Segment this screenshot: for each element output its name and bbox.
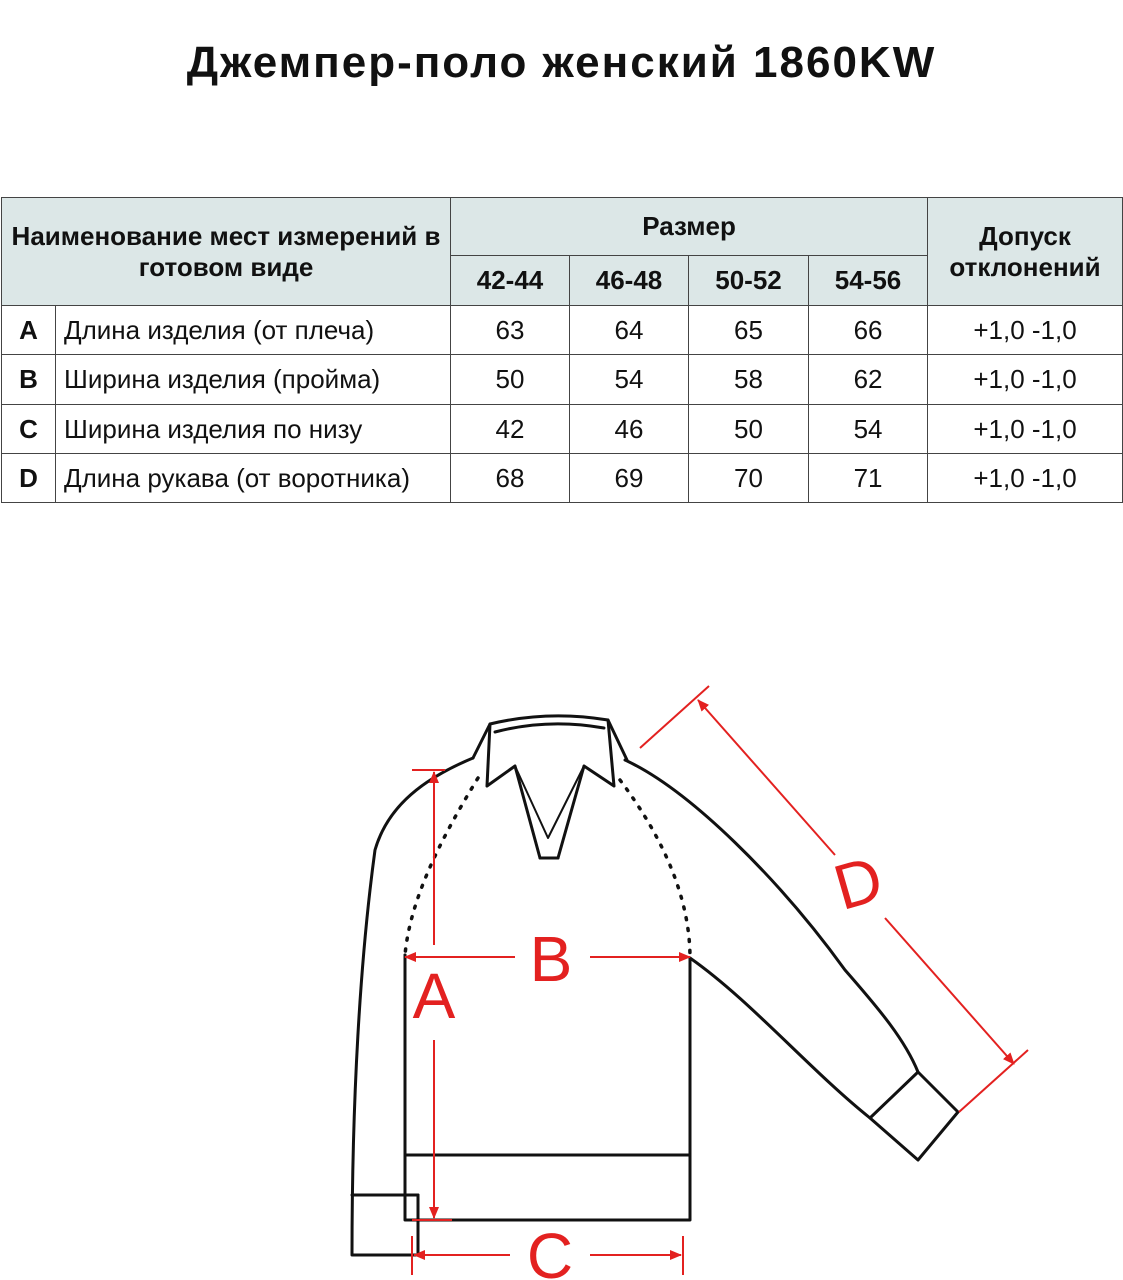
row-tolerance: +1,0 -1,0	[928, 405, 1123, 454]
size-col-header: 54-56	[809, 256, 928, 306]
row-value: 70	[689, 454, 809, 503]
size-col-header: 42-44	[451, 256, 570, 306]
dimension-d-line-upper	[698, 700, 835, 855]
dimension-label-d: D	[826, 841, 891, 924]
row-value: 68	[451, 454, 570, 503]
row-value: 42	[451, 405, 570, 454]
row-letter: C	[2, 405, 56, 454]
row-value: 62	[809, 355, 928, 405]
row-tolerance: +1,0 -1,0	[928, 454, 1123, 503]
row-value: 46	[570, 405, 689, 454]
row-letter: D	[2, 454, 56, 503]
row-value: 54	[570, 355, 689, 405]
row-value: 65	[689, 306, 809, 355]
row-letter: A	[2, 306, 56, 355]
row-value: 63	[451, 306, 570, 355]
dimension-d-line-lower	[885, 918, 1014, 1064]
collar-right-flap	[558, 720, 614, 858]
row-value: 69	[570, 454, 689, 503]
row-tolerance: +1,0 -1,0	[928, 355, 1123, 405]
dimension-label-c: C	[526, 1220, 574, 1280]
row-value: 50	[689, 405, 809, 454]
header-tolerance: Допуск отклонений	[928, 198, 1123, 306]
row-value: 64	[570, 306, 689, 355]
collar-left-flap	[487, 724, 540, 858]
collar-neckline	[495, 724, 604, 732]
row-value: 66	[809, 306, 928, 355]
row-letter: B	[2, 355, 56, 405]
header-size: Размер	[451, 198, 928, 256]
dimension-label-a: A	[412, 960, 456, 1032]
right-sleeve-outline	[625, 760, 958, 1160]
row-value: 71	[809, 454, 928, 503]
size-col-header: 50-52	[689, 256, 809, 306]
dimension-lines	[405, 686, 1028, 1275]
row-value: 58	[689, 355, 809, 405]
row-name: Ширина изделия (пройма)	[56, 355, 451, 405]
dimension-d-tick-bottom	[959, 1050, 1028, 1112]
dimension-d-tick-top	[640, 686, 709, 748]
row-value: 54	[809, 405, 928, 454]
row-value: 50	[451, 355, 570, 405]
row-name: Ширина изделия по низу	[56, 405, 451, 454]
row-tolerance: +1,0 -1,0	[928, 306, 1123, 355]
size-col-header: 46-48	[570, 256, 689, 306]
row-name: Длина изделия (от плеча)	[56, 306, 451, 355]
dimension-label-b: B	[529, 923, 573, 995]
row-name: Длина рукава (от воротника)	[56, 454, 451, 503]
page-title: Джемпер-поло женский 1860KW	[186, 38, 937, 87]
header-measurement-name: Наименование мест измерений в готовом виде	[2, 198, 451, 306]
right-cuff-line	[870, 1072, 918, 1118]
